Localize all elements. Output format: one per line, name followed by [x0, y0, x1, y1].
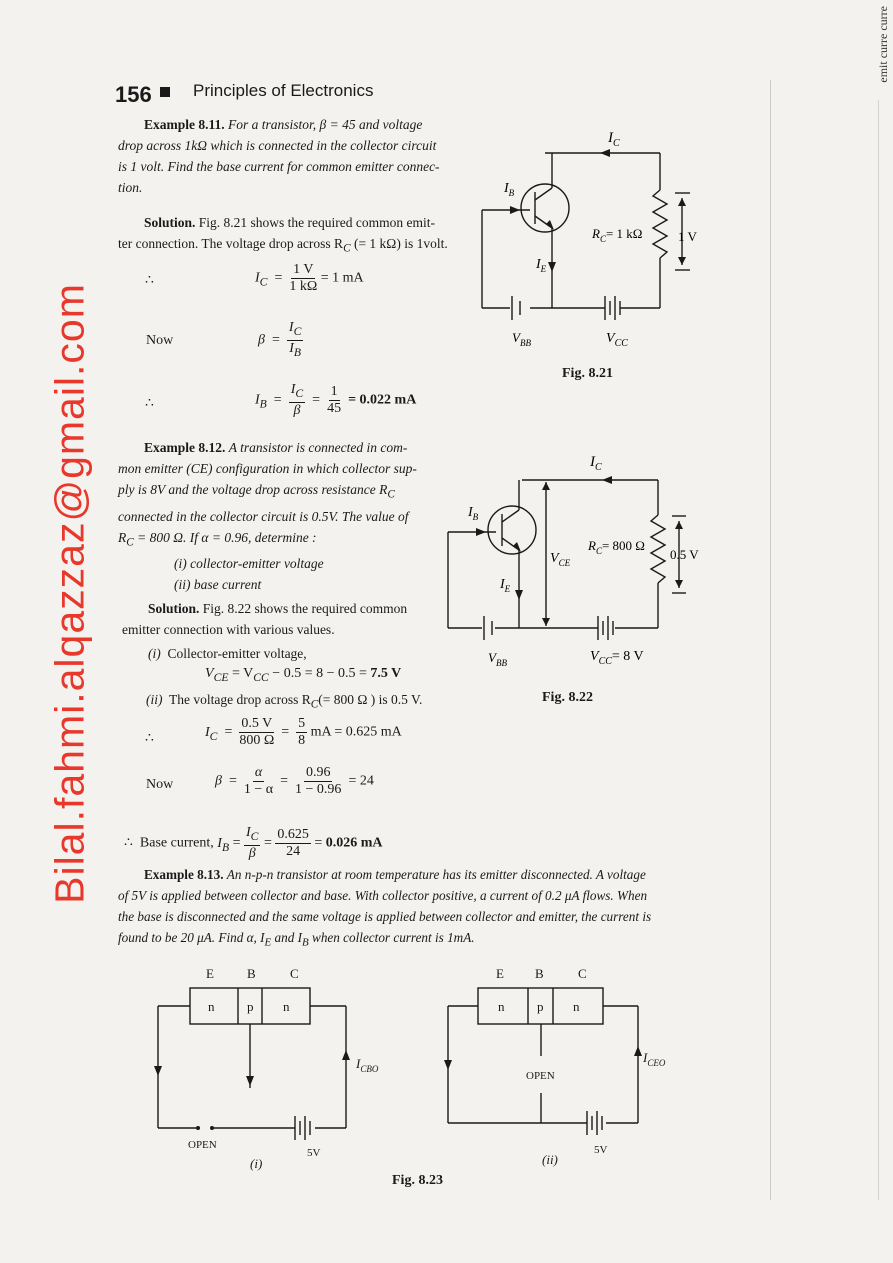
fig-label-drop: 0.5 V	[670, 547, 699, 562]
therefore-symbol: ∴	[124, 835, 133, 851]
region-p: p	[247, 999, 254, 1014]
fig-label-vbb: $V_{BB}$	[488, 650, 507, 668]
fig-8-23-caption: Fig. 8.23	[392, 1173, 443, 1188]
page-number: 156	[115, 82, 152, 107]
therefore-symbol: ∴	[145, 396, 154, 411]
region-n: n	[498, 999, 505, 1014]
fig-8-22-circuit	[440, 440, 715, 680]
eq-sub: C	[293, 324, 302, 338]
eq-den: 45	[327, 400, 342, 416]
example-text: mon emitter (CE) configuration in which collector sup-	[118, 461, 417, 476]
eq-num: I	[288, 320, 294, 335]
fig-label-ic: $I_C$	[590, 454, 602, 473]
example-item: (ii) base current	[174, 577, 262, 593]
eq-den: 1 kΩ	[289, 279, 318, 294]
eq-text: = V	[231, 666, 254, 681]
email-watermark: Bilal.fahmi.alqazzaz@gmail.com	[46, 283, 93, 904]
part-label: (ii)	[146, 692, 163, 707]
solution-text: ter connection. The voltage drop across R	[118, 236, 344, 251]
eq-den: 1 − α	[243, 782, 274, 797]
eq-sub: C	[259, 275, 268, 289]
example-text: of 5V is applied between collector and base. With collector positive, a current of 0.2 μA flows. When	[118, 888, 648, 903]
solution-text: (= 1 kΩ) is 1volt.	[353, 236, 448, 251]
eq-num: 0.96	[305, 765, 331, 780]
eq-num: 0.5 V	[241, 716, 273, 731]
now-label: Now	[146, 777, 174, 792]
example-text: when collector current is 1mA.	[312, 930, 475, 945]
terminal-e: E	[206, 966, 214, 981]
eq-num: I	[290, 382, 296, 397]
equation-vce: $V_{CE} = V_{CC} - 0.5 = 8 - 0.5 = 7.5$ V	[205, 666, 402, 684]
fig-label-vce: $V_{CE}$	[550, 551, 571, 568]
eq-den: 24	[286, 843, 301, 859]
solution-8-11: Solution. Fig. 8.21 shows the required common emit- ter connection. The voltage drop across $R_C$ (= 1 kΩ) is 1volt.	[118, 215, 448, 255]
fig-label-vcc: $V_{CC}= 8$ V	[590, 649, 644, 667]
therefore-symbol: ∴	[145, 731, 154, 746]
fig-label-ie: $I_E$	[500, 577, 511, 594]
example-8-12: Example 8.12. A transistor is connected in com- mon emitter (CE) configuration in which collector sup- ply is 8V and the voltage drop across resistance $R_C$ connected in the collector circuit is 0.5V. The value of $R_C = 800$ Ω. If α = 0.96, determine : (i) collector-emitter voltage (ii) base current	[118, 437, 448, 595]
eq-result: 0.026 mA	[325, 835, 383, 851]
example-label: Example 8.11.	[144, 117, 225, 132]
region-p: p	[537, 999, 544, 1014]
adjacent-page-fragment: emit curre curre	[876, 6, 890, 83]
example-label: Example 8.13.	[144, 867, 224, 882]
fig-label-vbb: $V_{BB}$	[512, 330, 531, 348]
page-edge-line-2	[878, 100, 879, 1200]
eq-num: 5	[298, 716, 306, 731]
fig-label-ie: $I_E$	[536, 257, 547, 274]
solution-text: Fig. 8.22 shows the required common	[202, 601, 408, 616]
part-text: The voltage drop across R	[169, 692, 311, 707]
example-8-13: Example 8.13. An n-p-n transistor at room temperature has its emitter disconnected. A voltage of 5V is applied between collector and base. With collector positive, a current of 0.2 μA flows. When the base is disconnected and the same voltage is applied between collector and emitter, the current is found to be 20 μA. Find α, $I_E$ and $I_B$ when collector current is 1mA.	[118, 864, 718, 954]
battery-5v: 5V	[594, 1144, 608, 1156]
part-text: (= 800 Ω ) is 0.5 V.	[318, 692, 423, 707]
terminal-b: B	[247, 966, 256, 981]
example-text: is 1 volt. Find the base current for common emitter connec-	[118, 159, 440, 174]
eq-sub: B	[293, 345, 302, 359]
eq-den: 8	[298, 733, 306, 748]
part-label: (i)	[148, 646, 161, 661]
subfig-i: (i)	[250, 1156, 263, 1171]
header-bullet	[160, 87, 170, 97]
fig-label-drop: 1 V	[678, 229, 697, 244]
fig-label-rc: $R_C= 1$ kΩ	[592, 226, 643, 244]
equation-ib: $I_B$ = $\frac{I_C}{\beta}$ = $\frac{1}{45}$ = 0.022 mA	[255, 382, 417, 418]
example-text: = 800 Ω. If α = 0.96, determine :	[137, 529, 317, 545]
eq-den: 800 Ω	[239, 733, 275, 748]
eq-num: 1 V	[293, 262, 314, 277]
fig-8-22-caption: Fig. 8.22	[542, 690, 593, 705]
example-text: found to be 20 μA. Find α, I	[118, 930, 265, 945]
now-label: Now	[146, 333, 174, 348]
example-text: and I	[274, 930, 303, 945]
fig-8-23-circuits	[150, 958, 690, 1178]
eq-result: = 1 mA	[320, 270, 364, 286]
fig-8-21-circuit	[470, 120, 710, 390]
eq-result: 7.5 V	[370, 666, 402, 681]
region-n: n	[283, 999, 290, 1014]
example-item: (i) collector-emitter voltage	[174, 556, 324, 572]
eq-text: − 0.5 = 8 − 0.5 =	[272, 666, 367, 681]
example-text: A transistor is connected in com-	[228, 440, 408, 455]
solution-label: Solution.	[148, 601, 200, 616]
label-iceo: $I_{CEO}$	[643, 1050, 666, 1068]
eq-label: Base current,	[139, 835, 214, 851]
example-text: For a transistor, β = 45 and voltage	[228, 117, 423, 132]
eq-den: I	[289, 340, 294, 356]
solution-text: emitter connection with various values.	[122, 622, 335, 637]
eq-var: β	[258, 332, 265, 348]
fig-8-21-caption: Fig. 8.21	[562, 366, 613, 381]
example-text: ply is 8V and the voltage drop across resistance R	[118, 482, 388, 497]
eq-var: I	[255, 392, 260, 408]
eq-sub: B	[259, 397, 267, 411]
solution-8-12	[122, 598, 452, 640]
region-n: n	[573, 999, 580, 1014]
equation-beta-2: β = $\frac{\alpha}{1 - \alpha}$ = $\frac{0.96}{1 - 0.96}$ = 24	[215, 765, 374, 797]
example-label: Example 8.12.	[144, 440, 226, 455]
equation-ic: $I_C$ = $\frac{1 V}{1 k\Omega}$ = 1 mA	[255, 262, 364, 294]
terminal-e: E	[496, 966, 504, 981]
example-text: connected in the collector circuit is 0.5V. The value of	[118, 508, 409, 524]
eq-num: α	[254, 765, 263, 780]
example-text: tion.	[118, 180, 143, 195]
therefore-symbol: ∴	[145, 273, 154, 288]
equation-base-current: ∴ Base current, $I_B$ = $\frac{I_C}{\beta}$ = $\frac{0.625}{24}$ = 0.026 mA	[124, 825, 383, 861]
part-ii: (ii) The voltage drop across $R_C(= 800$ Ω ) is 0.5 V.	[146, 692, 423, 711]
fig-label-rc: $R_C= 800$ Ω	[588, 538, 645, 556]
equation-beta: β = $\frac{I_C}{I_B}$	[258, 320, 302, 359]
fig-label-ib: $I_B$	[504, 181, 515, 198]
eq-result: mA = 0.625 mA	[310, 724, 402, 740]
label-icbo: $I_{CBO}$	[356, 1056, 379, 1074]
eq-result: = 24	[348, 773, 374, 789]
terminal-c: C	[578, 966, 587, 981]
part-text: Collector-emitter voltage,	[167, 646, 307, 661]
region-n: n	[208, 999, 215, 1014]
fig-label-ib: $I_B$	[468, 505, 479, 522]
example-8-11	[118, 114, 468, 198]
eq-den: β	[293, 402, 301, 418]
eq-den: 1 − 0.96	[295, 782, 342, 797]
page-edge-line	[770, 80, 771, 1200]
solution-text: Fig. 8.21 shows the required common emit-	[198, 215, 435, 230]
open-label: OPEN	[188, 1139, 217, 1151]
eq-sub: C	[295, 386, 304, 400]
example-text: drop across 1kΩ which is connected in the collector circuit	[118, 138, 437, 153]
open-label: OPEN	[526, 1070, 555, 1082]
example-text: the base is disconnected and the same voltage is applied between collector and emitter, the current is	[118, 909, 652, 924]
battery-5v: 5V	[307, 1147, 321, 1159]
eq-num: 1	[330, 383, 338, 399]
eq-var: I	[255, 270, 260, 286]
part-i	[148, 643, 307, 664]
book-title: Principles of Electronics	[193, 81, 374, 100]
fig-label-vcc: $V_{CC}$	[606, 331, 628, 349]
terminal-c: C	[290, 966, 299, 981]
eq-num: 0.625	[277, 826, 309, 842]
fig-label-ic: $I_C$	[608, 130, 620, 149]
solution-label: Solution.	[144, 215, 196, 230]
example-text: An n-p-n transistor at room temperature has its emitter disconnected. A voltage	[226, 867, 646, 882]
eq-result: = 0.022 mA	[348, 392, 417, 408]
terminal-b: B	[535, 966, 544, 981]
equation-ic-2: $I_C$ = $\frac{0.5 V}{800 \Omega}$ = $\frac{5}{8}$ mA = 0.625 mA	[205, 716, 402, 748]
subfig-ii: (ii)	[542, 1152, 558, 1167]
